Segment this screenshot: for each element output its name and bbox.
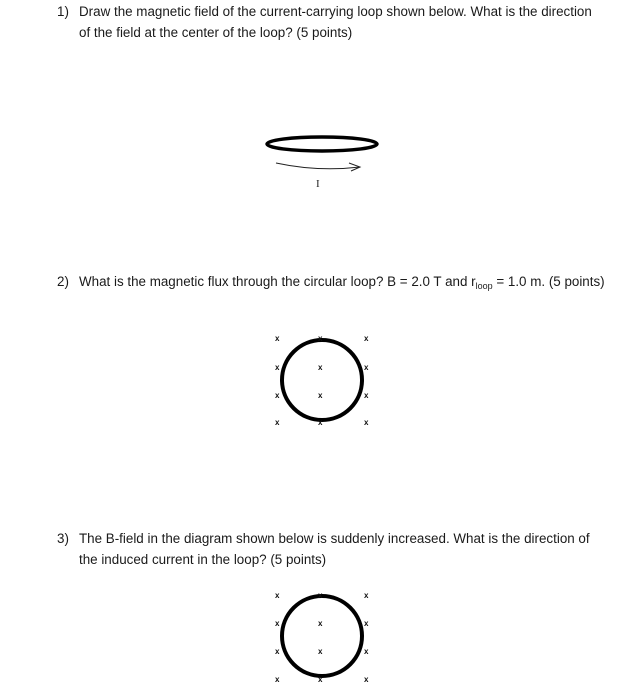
question-2-text-after: = 1.0 m. (5 points): [492, 274, 605, 289]
question-1-number: 1): [57, 4, 69, 19]
field-x-mark: x: [364, 647, 369, 656]
question-1-line-2: of the field at the center of the loop? (5 points): [79, 25, 353, 40]
question-1-line-1: Draw the magnetic field of the current-carrying loop shown below. What is the direction: [79, 4, 592, 19]
question-2-number: 2): [57, 274, 69, 289]
field-x-mark: x: [275, 591, 280, 600]
question-3-line-2: the induced current in the loop? (5 points): [79, 552, 327, 567]
field-x-mark: x: [364, 391, 369, 400]
induction-loop-circle: [282, 596, 362, 676]
field-x-mark: x: [275, 334, 280, 343]
field-x-mark: x: [364, 619, 369, 628]
field-x-mark: x: [364, 591, 369, 600]
current-direction-arrow: [276, 163, 360, 169]
field-x-mark: x: [318, 675, 323, 684]
field-x-mark: x: [275, 363, 280, 372]
field-x-mark: x: [275, 619, 280, 628]
current-label: I: [316, 178, 320, 190]
field-x-mark: x: [318, 418, 323, 427]
field-x-mark: x: [318, 363, 323, 372]
question-3-number: 3): [57, 531, 69, 546]
field-x-mark: x: [318, 619, 323, 628]
r-loop-subscript: loop: [475, 281, 493, 291]
field-x-mark: x: [318, 591, 323, 600]
flux-loop-figure: [275, 334, 369, 427]
flux-loop-circle: [282, 340, 362, 420]
current-loop-ellipse: [267, 137, 377, 151]
question-2-text-before: What is the magnetic flux through the circular loop? B = 2.0 T and r: [79, 274, 476, 289]
field-x-mark: x: [318, 391, 323, 400]
field-x-mark: x: [318, 647, 323, 656]
question-3-line-1: The B-field in the diagram shown below is suddenly increased. What is the direction of: [79, 531, 590, 546]
field-x-mark: x: [275, 418, 280, 427]
field-x-mark: x: [275, 675, 280, 684]
induction-loop-figure: [275, 591, 369, 684]
current-loop-figure: [267, 137, 377, 190]
field-x-mark: x: [275, 391, 280, 400]
field-x-mark: x: [364, 363, 369, 372]
field-x-mark: x: [364, 418, 369, 427]
field-x-mark: x: [318, 334, 323, 343]
field-x-mark: x: [275, 647, 280, 656]
field-x-mark: x: [364, 334, 369, 343]
field-x-mark: x: [364, 675, 369, 684]
